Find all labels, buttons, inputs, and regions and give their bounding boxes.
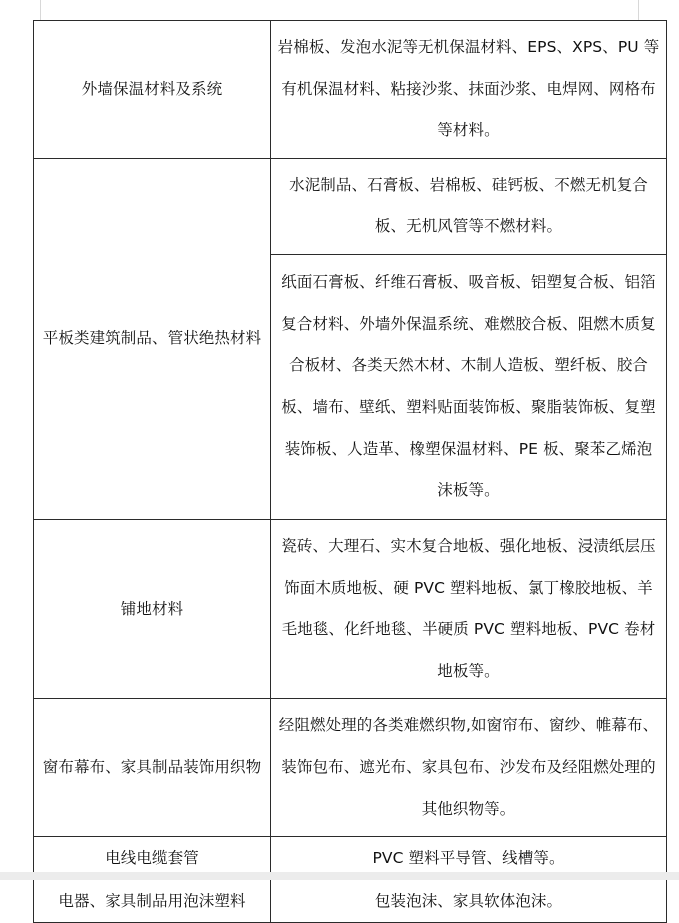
materials-cell: 纸面石膏板、纤维石膏板、吸音板、铝塑复合板、铝箔复合材料、外墙外保温系统、难燃胶合板、阻燃木质复合板材、各类天然木材、木制人造板、塑纤板、胶合板、墙布、壁纸、塑料贴面装饰板、聚脂装饰板、复塑装饰板、人造革、橡塑保温材料、PE 板、聚苯乙烯泡沫板等。	[271, 254, 667, 519]
materials-cell: 瓷砖、大理石、实木复合地板、强化地板、浸渍纸层压饰面木质地板、硬 PVC 塑料地板、氯丁橡胶地板、羊毛地毯、化纤地毯、半硬质 PVC 塑料地板、PVC 卷材地板等。	[271, 519, 667, 698]
table-row	[34, 699, 667, 837]
materials-cell: PVC 塑料平导管、线槽等。	[271, 837, 667, 880]
page-margin-line-right	[638, 0, 639, 20]
category-cell: 铺地材料	[34, 519, 271, 698]
materials-cell: 岩棉板、发泡水泥等无机保温材料、EPS、XPS、PU 等有机保温材料、粘接沙浆、抹面沙浆、电焊网、网格布等材料。	[271, 21, 667, 159]
category-cell: 外墙保温材料及系统	[34, 21, 271, 159]
table-row	[34, 880, 667, 923]
materials-cell: 经阻燃处理的各类难燃织物,如窗帘布、窗纱、帷幕布、装饰包布、遮光布、家具包布、沙发布及经阻燃处理的其他织物等。	[271, 699, 667, 837]
page-margin-line-left	[40, 0, 41, 20]
table-row	[34, 519, 667, 698]
category-cell: 电器、家具制品用泡沫塑料	[34, 880, 271, 923]
materials-table	[33, 20, 667, 923]
materials-cell: 包装泡沫、家具软体泡沫。	[271, 880, 667, 923]
page-bottom-edge	[0, 872, 679, 880]
category-cell: 窗布幕布、家具制品装饰用织物	[34, 699, 271, 837]
category-cell: 平板类建筑制品、管状绝热材料	[34, 158, 271, 519]
table-row	[34, 21, 667, 159]
category-cell: 电线电缆套管	[34, 837, 271, 880]
table-row	[34, 158, 667, 254]
materials-cell: 水泥制品、石膏板、岩棉板、硅钙板、不燃无机复合板、无机风管等不燃材料。	[271, 158, 667, 254]
